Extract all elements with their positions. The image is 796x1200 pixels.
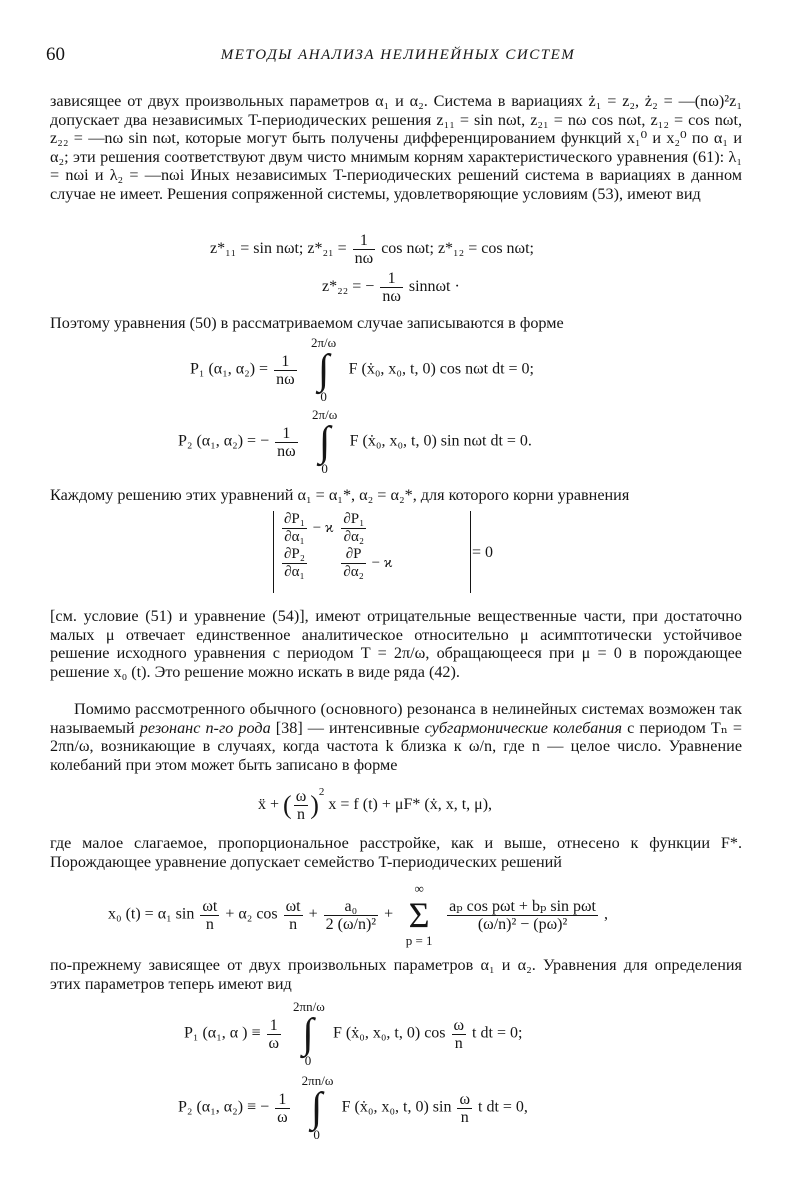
determinant-matrix xyxy=(280,511,398,581)
upper-limit: 2π/ω xyxy=(310,335,337,350)
text-run: Помимо рассмотренного обычного (основного) резонанса в нелинейных системах возможен так называемый xyxy=(50,700,742,737)
paragraph-6: где малое слагаемое, пропорциональное расстройке, как и выше, отнесено к функции F*. Порождающее уравнение допускает семейство T-периодических решений xyxy=(50,834,742,871)
denominator: 2 (ω/n)² xyxy=(325,915,377,933)
eq-text: x = f (t) + μF* (ẋ, x, t, μ), xyxy=(328,796,493,813)
numerator: ωt xyxy=(285,897,301,915)
equation-Q2 xyxy=(178,1074,528,1142)
numerator: 1 xyxy=(274,353,297,371)
term-italic: субгармонические колебания xyxy=(424,718,623,737)
term-italic: резонанс n-го рода xyxy=(139,718,271,737)
lower-limit: 0 xyxy=(304,1053,312,1068)
equation-P2 xyxy=(178,408,532,476)
determinant-rhs: = 0 xyxy=(472,544,494,561)
lower-limit: 0 xyxy=(320,389,327,404)
numerator: 1 xyxy=(267,1017,282,1035)
fraction xyxy=(275,425,298,460)
eq-text: P₁ (α₁, α ) ≡ xyxy=(184,1024,261,1042)
eq-text: − ϰ xyxy=(371,554,393,571)
denominator: nω xyxy=(276,370,295,388)
eq-text: t dt = 0; xyxy=(472,1024,523,1042)
fraction xyxy=(353,232,376,267)
denominator: n xyxy=(296,805,305,823)
denominator: n xyxy=(289,915,298,933)
lower-limit: 0 xyxy=(313,1127,320,1142)
equation-adjoint-1 xyxy=(210,232,534,267)
eq-text: − ϰ xyxy=(312,519,334,536)
numerator: ∂P xyxy=(341,546,366,564)
equation-adjoint-2 xyxy=(322,270,460,305)
paragraph-4: [см. условие (51) и уравнение (54)], имеют отрицательные вещественные части, при достаточно малых μ отвечает единственное аналитическое относительно μ асимптотически устойчивое решение исходного уравнения с периодом T = 2π/ω, обращающееся при μ = 0 в порождающее решение x₀ (t). Это решение можно искать в виде ряда (42). xyxy=(50,607,742,681)
equation-Q1 xyxy=(184,1000,522,1068)
fraction xyxy=(324,898,378,933)
denominator: ω xyxy=(268,1034,280,1052)
fraction xyxy=(284,898,303,933)
denominator: ∂α₂ xyxy=(343,564,364,580)
fraction xyxy=(267,1017,282,1052)
fraction xyxy=(380,270,403,305)
numerator: ∂P₁ xyxy=(284,511,305,527)
lower-limit: p = 1 xyxy=(405,933,433,948)
fraction xyxy=(200,898,219,933)
eq-text: F (ẋ₀, x₀, t, 0) sin xyxy=(341,1098,452,1116)
page-number: 60 xyxy=(46,44,65,65)
eq-text: t dt = 0, xyxy=(478,1098,528,1116)
eq-text: + xyxy=(308,905,318,923)
eq-text: z*₁₁ = sin nωt; z*₂₁ = xyxy=(210,240,347,258)
fraction xyxy=(452,1017,467,1052)
equation-P1 xyxy=(190,336,534,404)
upper-limit: ∞ xyxy=(414,881,424,896)
paragraph-5 xyxy=(50,700,742,774)
eq-text: F (ẋ₀, x₀, t, 0) sin nωt dt = 0. xyxy=(349,432,532,450)
text-run: [38] — интенсивные xyxy=(270,718,425,737)
denominator: nω xyxy=(277,442,296,460)
paragraph-2: Поэтому уравнения (50) в рассматриваемом случае записываются в форме xyxy=(50,314,564,332)
denominator: (ω/n)² − (pω)² xyxy=(477,915,568,933)
eq-text: P₁ (α₁, α₂) = xyxy=(190,360,269,378)
eq-text: + xyxy=(384,905,394,923)
denominator: n xyxy=(460,1108,469,1126)
numerator: ω xyxy=(295,787,307,805)
numerator: ω xyxy=(453,1016,465,1034)
paragraph-1: зависящее от двух произвольных параметров α₁ и α₂. Система в вариациях ż₁ = z₂, ż₂ = —(nω)²z₁ допускает два независимых T-периодических решения z₁₁ = sin nωt, z₂₁ = nω cos nωt, z₁₂ = cos nωt, z₂₂ = —nω sin nωt, которые могут быть получены дифференцированием функций x₁⁰ и x₂⁰ по α₁ и α₂; эти решения соответствуют двум чисто мнимым корням характеристического уравнения (61): λ₁ = nωi и λ₂ = —nωi Иных независимых T-периодических решений система в вариациях в данном случае не имеет. Решения сопряженной системы, удовлетворяющие условиям (53), имеют вид xyxy=(50,92,742,203)
eq-text: P₂ (α₁, α₂) ≡ − xyxy=(178,1098,270,1116)
upper-limit: 2πn/ω xyxy=(301,1073,334,1088)
eq-text: F (ẋ₀, x₀, t, 0) cos nωt dt = 0; xyxy=(348,360,534,378)
upper-limit: 2π/ω xyxy=(312,407,338,422)
eq-text: cos nωt; z*₁₂ = cos nωt; xyxy=(381,240,534,258)
numerator: 1 xyxy=(275,1091,290,1109)
denominator: n xyxy=(454,1034,463,1052)
fraction xyxy=(447,898,598,933)
numerator: ω xyxy=(459,1090,470,1108)
denominator: nω xyxy=(382,288,401,305)
det-cell-12 xyxy=(339,511,398,546)
text-run: с периодом Tₙ = 2πn/ω, возникающие в случаях, когда частота k близка к ω/n, где n — целое число. Уравнение колебаний при этом может быть записано в форме xyxy=(50,718,743,774)
det-cell-22 xyxy=(339,546,398,581)
denominator: ω xyxy=(277,1108,288,1126)
numerator: ∂P₂ xyxy=(284,546,305,562)
integral-sign: 2π/ω ∫ 0 xyxy=(310,408,340,476)
eq-text: + α₂ cos xyxy=(225,905,278,923)
upper-limit: 2πn/ω xyxy=(293,999,325,1014)
eq-text: sinnωt · xyxy=(408,278,460,296)
integral-sign: 2πn/ω ∫ 0 xyxy=(293,999,325,1068)
equation-subharmonic: ẍ + ( $\frac{\omega}{n}$ )$^2$ x = f (t) + μF* (ẋ, x, t, μ), xyxy=(258,786,493,823)
eq-text: , xyxy=(604,905,608,923)
numerator: 1 xyxy=(380,270,403,288)
equation-series xyxy=(108,882,608,948)
numerator: a₀ xyxy=(324,898,378,916)
eq-text: F (ẋ₀, x₀, t, 0) cos xyxy=(333,1024,446,1042)
numerator: 1 xyxy=(353,232,376,250)
integral-sign: 2π/ω ∫ 0 xyxy=(309,336,339,404)
numerator: ∂P₁ xyxy=(343,511,365,527)
denominator: n xyxy=(205,915,214,933)
numerator: 1 xyxy=(275,425,298,443)
fraction xyxy=(294,788,309,823)
running-title: МЕТОДЫ АНАЛИЗА НЕЛИНЕЙНЫХ СИСТЕМ xyxy=(220,47,576,63)
paragraph-7: по-прежнему зависящее от двух произвольных параметров α₁ и α₂. Уравнения для определения этих параметров теперь имеют вид xyxy=(50,956,742,993)
numerator: aₚ cos pωt + bₚ sin pωt xyxy=(449,897,596,915)
eq-text: z*₂₂ = − xyxy=(322,278,375,296)
eq-text: ẍ + xyxy=(258,796,280,813)
determinant xyxy=(273,511,471,593)
sum-sign: ∞ Σ p = 1 xyxy=(403,882,435,948)
numerator: ωt xyxy=(202,897,218,915)
denominator: nω xyxy=(354,250,374,267)
paragraph-3: Каждому решению этих уравнений α₁ = α₁*, α₂ = α₂*, для которого корни уравнения xyxy=(50,486,630,504)
eq-text: x₀ (t) = α₁ sin xyxy=(108,905,195,923)
denominator: ∂α₂ xyxy=(343,529,365,545)
fraction xyxy=(275,1091,290,1126)
det-cell-11 xyxy=(280,511,339,546)
denominator: ∂α₁ xyxy=(284,529,305,545)
eq-text: P₂ (α₁, α₂) = − xyxy=(178,432,270,450)
fraction xyxy=(274,353,297,388)
fraction xyxy=(457,1091,472,1126)
lower-limit: 0 xyxy=(321,461,328,476)
integral-sign: 2πn/ω ∫ 0 xyxy=(301,1073,334,1142)
denominator: ∂α₁ xyxy=(284,564,305,580)
det-cell-21 xyxy=(280,546,339,581)
